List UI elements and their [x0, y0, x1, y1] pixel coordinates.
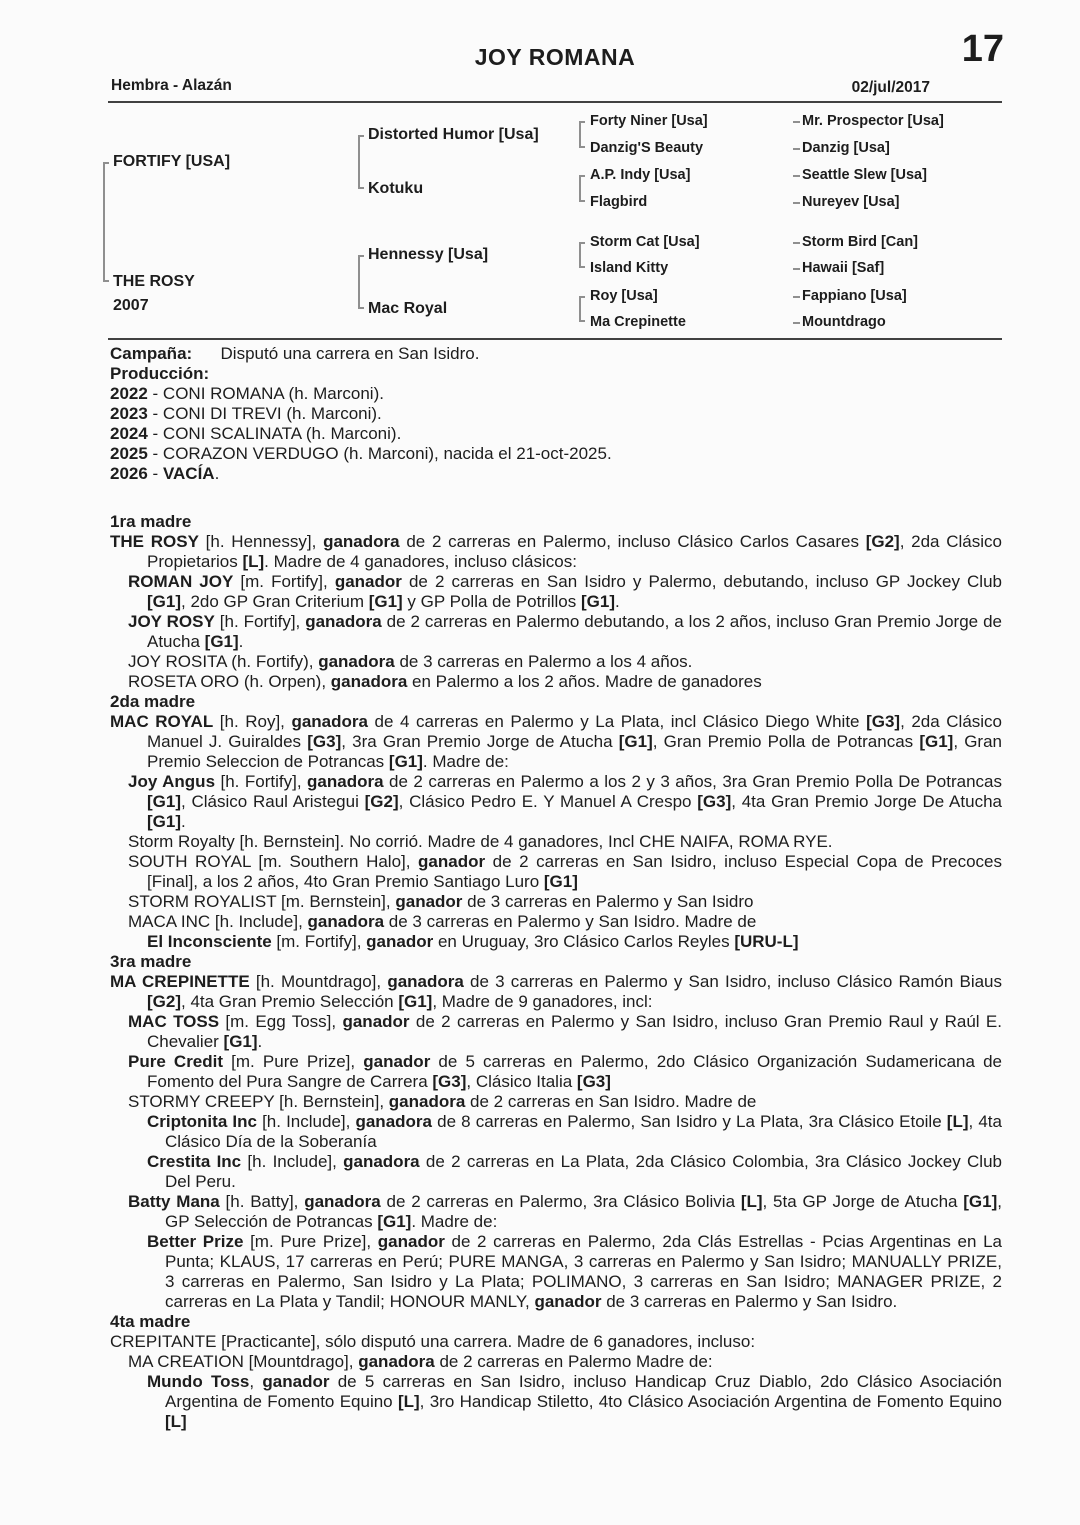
- horse-paragraph: STORMY CREEPY [h. Bernstein], ganadora de 2 carreras en San Isidro. Madre de: [128, 1092, 757, 1111]
- pedigree-name: FORTIFY [USA]: [113, 152, 231, 170]
- pedigree-bracket-connector: [579, 296, 585, 322]
- pedigree-bracket-connector: [358, 255, 364, 309]
- pedigree-name: Storm Cat [Usa]: [590, 234, 700, 250]
- production-heading: Producción:: [110, 364, 210, 383]
- pedigree-dash-connector: [793, 268, 800, 270]
- production-entry: 2025 - CORAZON VERDUGO (h. Marconi), nacida el 21-oct-2025.: [110, 444, 612, 463]
- horse-paragraph: MA CREPINETTE [h. Mountdrago], ganadora de 3 carreras en Palermo y San Isidro, incluso Clásico Ramón Biaus [G2], 4ta Gran Premio Selección [G1], Madre de 9 ganadores, incl:: [110, 972, 1002, 1011]
- pedigree-dash-connector: [793, 148, 800, 150]
- mare-section-heading: 1ra madre: [110, 512, 192, 531]
- horse-paragraph: MA CREATION [Mountdrago], ganadora de 2 carreras en Palermo Madre de:: [128, 1352, 713, 1371]
- horse-paragraph: SOUTH ROYAL [m. Southern Halo], ganador de 2 carreras en San Isidro, incluso Especial Copa de Precoces [Final], a los 2 años, 4to Gran Premio Santiago Luro [G1]: [128, 852, 1002, 891]
- pedigree-name: Flagbird: [590, 194, 648, 210]
- pedigree-name: Distorted Humor [Usa]: [368, 125, 539, 143]
- pedigree-name: Ma Crepinette: [590, 314, 686, 330]
- horse-paragraph: ROMAN JOY [m. Fortify], ganador de 2 carreras en San Isidro y Palermo, debutando, incluso GP Jockey Club [G1], 2do GP Gran Criterium [G1] y GP Polla de Potrillos [G1].: [128, 572, 1002, 611]
- page-number: 17: [961, 28, 1004, 70]
- pedigree-year: 2007: [113, 297, 149, 314]
- header-rule: [108, 101, 1002, 103]
- pedigree-name: Storm Bird [Can]: [802, 234, 918, 250]
- mare-section-heading: 4ta madre: [110, 1312, 191, 1331]
- pedigree-bracket-connector: [579, 242, 585, 268]
- pedigree-tree: [100, 105, 1005, 338]
- pedigree-dash-connector: [793, 202, 800, 204]
- pedigree-name: Mac Royal: [368, 300, 448, 317]
- horse-paragraph: Mundo Toss, ganador de 5 carreras en San Isidro, incluso Handicap Cruz Diablo, 2do Clásico Asociación Argentina de Fomento Equino [L], 3ro Handicap Stiletto, 4to Clásico Asociación Argentina de Fomento Equino [L]: [147, 1372, 1003, 1431]
- horse-paragraph: MAC TOSS [m. Egg Toss], ganador de 2 carreras en Palermo y San Isidro, incluso Gran Premio Raul y Raúl E. Chevalier [G1].: [128, 1012, 1002, 1051]
- pedigree-name: Hennessy [Usa]: [368, 246, 489, 263]
- production-entry: 2026 - VACÍA.: [110, 464, 220, 483]
- horse-paragraph: THE ROSY [h. Hennessy], ganadora de 2 carreras en Palermo, incluso Clásico Carlos Casares [G2], 2da Clásico Propietarios [L]. Madre de 4 ganadores, incluso clásicos:: [110, 532, 1002, 571]
- pedigree-name: Fappiano [Usa]: [802, 288, 907, 304]
- production-entry: 2024 - CONI SCALINATA (h. Marconi).: [110, 424, 402, 443]
- horse-paragraph: Crestita Inc [h. Include], ganadora de 2 carreras en La Plata, 2da Clásico Colombia, 3ra Clásico Jockey Club Del Peru.: [147, 1152, 1002, 1191]
- horse-paragraph: El Inconsciente [m. Fortify], ganador en Uruguay, 3ro Clásico Carlos Reyles [URU-L]: [147, 932, 799, 951]
- pedigree-name: Nureyev [Usa]: [802, 194, 900, 210]
- production-entry: 2023 - CONI DI TREVI (h. Marconi).: [110, 404, 382, 423]
- pedigree-rule: [108, 338, 1002, 340]
- mare-section-heading: 3ra madre: [110, 952, 192, 971]
- horse-paragraph: CREPITANTE [Practicante], sólo disputó una carrera. Madre de 6 ganadores, incluso:: [110, 1332, 756, 1351]
- pedigree-text: [110, 344, 1002, 1432]
- pedigree-name: Kotuku: [368, 179, 424, 197]
- horse-paragraph: STORM ROYALIST [m. Bernstein], ganador de 3 carreras en Palermo y San Isidro: [128, 892, 754, 911]
- pedigree-bracket-connector: [579, 175, 585, 202]
- horse-paragraph: Better Prize [m. Pure Prize], ganador de 2 carreras en Palermo, 2da Clás Estrellas - Pcias Argentinas en La Punta; KLAUS, 17 carreras en Perú; PURE MANGA, 3 carreras en Palermo y San Isidro; MANUALLY PRIZE, 3 carreras en Palermo, San Isidro y La Plata; POLIMANO, 3 carreras en San Isidro; MANAGER PRIZE, 2 carreras en La Plata y Tandil; HONOUR MANLY, ganador de 3 carreras en Palermo y San Isidro.: [147, 1232, 1002, 1311]
- sex-coat-label: Hembra - Alazán: [111, 77, 232, 94]
- pedigree-name: Mr. Prospector [Usa]: [802, 113, 944, 129]
- pedigree-dash-connector: [793, 322, 800, 324]
- mare-section-heading: 2da madre: [110, 692, 196, 711]
- pedigree-name: Roy [Usa]: [590, 288, 658, 304]
- pedigree-name: Seattle Slew [Usa]: [802, 167, 927, 183]
- horse-paragraph: JOY ROSITA (h. Fortify), ganadora de 3 carreras en Palermo a los 4 años.: [128, 652, 693, 671]
- horse-paragraph: ROSETA ORO (h. Orpen), ganadora en Palermo a los 2 años. Madre de ganadores: [128, 672, 762, 691]
- pedigree-dash-connector: [793, 242, 800, 244]
- pedigree-bracket-connector: [358, 135, 364, 189]
- pedigree-name: Danzig [Usa]: [802, 140, 890, 156]
- horse-paragraph: Storm Royalty [h. Bernstein]. No corrió. Madre de 4 ganadores, Incl CHE NAIFA, ROMA RYE.: [128, 832, 833, 851]
- pedigree-name: Mountdrago: [802, 314, 886, 330]
- page-title: JOY ROMANA: [474, 44, 636, 70]
- horse-paragraph: MACA INC [h. Include], ganadora de 3 carreras en Palermo y San Isidro. Madre de: [128, 912, 757, 931]
- production-entry: 2022 - CONI ROMANA (h. Marconi).: [110, 384, 384, 403]
- horse-paragraph: JOY ROSY [h. Fortify], ganadora de 2 carreras en Palermo debutando, a los 2 años, incluso Gran Premio Jorge de Atucha [G1].: [128, 612, 1002, 651]
- horse-paragraph: Batty Mana [h. Batty], ganadora de 2 carreras en Palermo, 3ra Clásico Bolivia [L], 5ta GP Jorge de Atucha [G1], GP Selección de Potrancas [G1]. Madre de:: [128, 1192, 1002, 1231]
- pedigree-name: THE ROSY: [113, 273, 195, 290]
- date-label: 02/jul/2017: [851, 79, 930, 96]
- pedigree-name: Danzig'S Beauty: [590, 140, 704, 156]
- pedigree-bracket-connector: [103, 162, 109, 283]
- pedigree-name: A.P. Indy [Usa]: [590, 167, 691, 183]
- pedigree-name: Forty Niner [Usa]: [590, 113, 708, 129]
- pedigree-name: Hawaii [Saf]: [802, 260, 885, 276]
- horse-paragraph: Criptonita Inc [h. Include], ganadora de 8 carreras en Palermo, San Isidro y La Plata, 3ra Clásico Etoile [L], 4ta Clásico Día de la Soberanía: [147, 1112, 1002, 1151]
- pedigree-dash-connector: [793, 121, 800, 123]
- horse-paragraph: MAC ROYAL [h. Roy], ganadora de 4 carreras en Palermo y La Plata, incl Clásico Diego White [G3], 2da Clásico Manuel J. Guiraldes [G3], 3ra Gran Premio Jorge de Atucha [G1], Gran Premio Polla de Potrancas [G1], Gran Premio Seleccion de Potrancas [G1]. Madre de:: [110, 712, 1003, 771]
- horse-paragraph: Pure Credit [m. Pure Prize], ganador de 5 carreras en Palermo, 2do Clásico Organización Sudamericana de Fomento del Pura Sangre de Carrera [G3], Clásico Italia [G3]: [128, 1052, 1002, 1091]
- pedigree-dash-connector: [793, 175, 800, 177]
- horse-paragraph: Joy Angus [h. Fortify], ganadora de 2 carreras en Palermo a los 2 y 3 años, 3ra Gran Premio Polla De Potrancas [G1], Clásico Raul Aristegui [G2], Clásico Pedro E. Y Manuel A Crespo [G3], 4ta Gran Premio Jorge De Atucha [G1].: [128, 772, 1002, 831]
- pedigree-bracket-connector: [579, 121, 585, 148]
- pedigree-name: Island Kitty: [590, 260, 669, 276]
- pedigree-dash-connector: [793, 296, 800, 298]
- campaign-line: Campaña: Disputó una carrera en San Isidro.: [110, 344, 480, 363]
